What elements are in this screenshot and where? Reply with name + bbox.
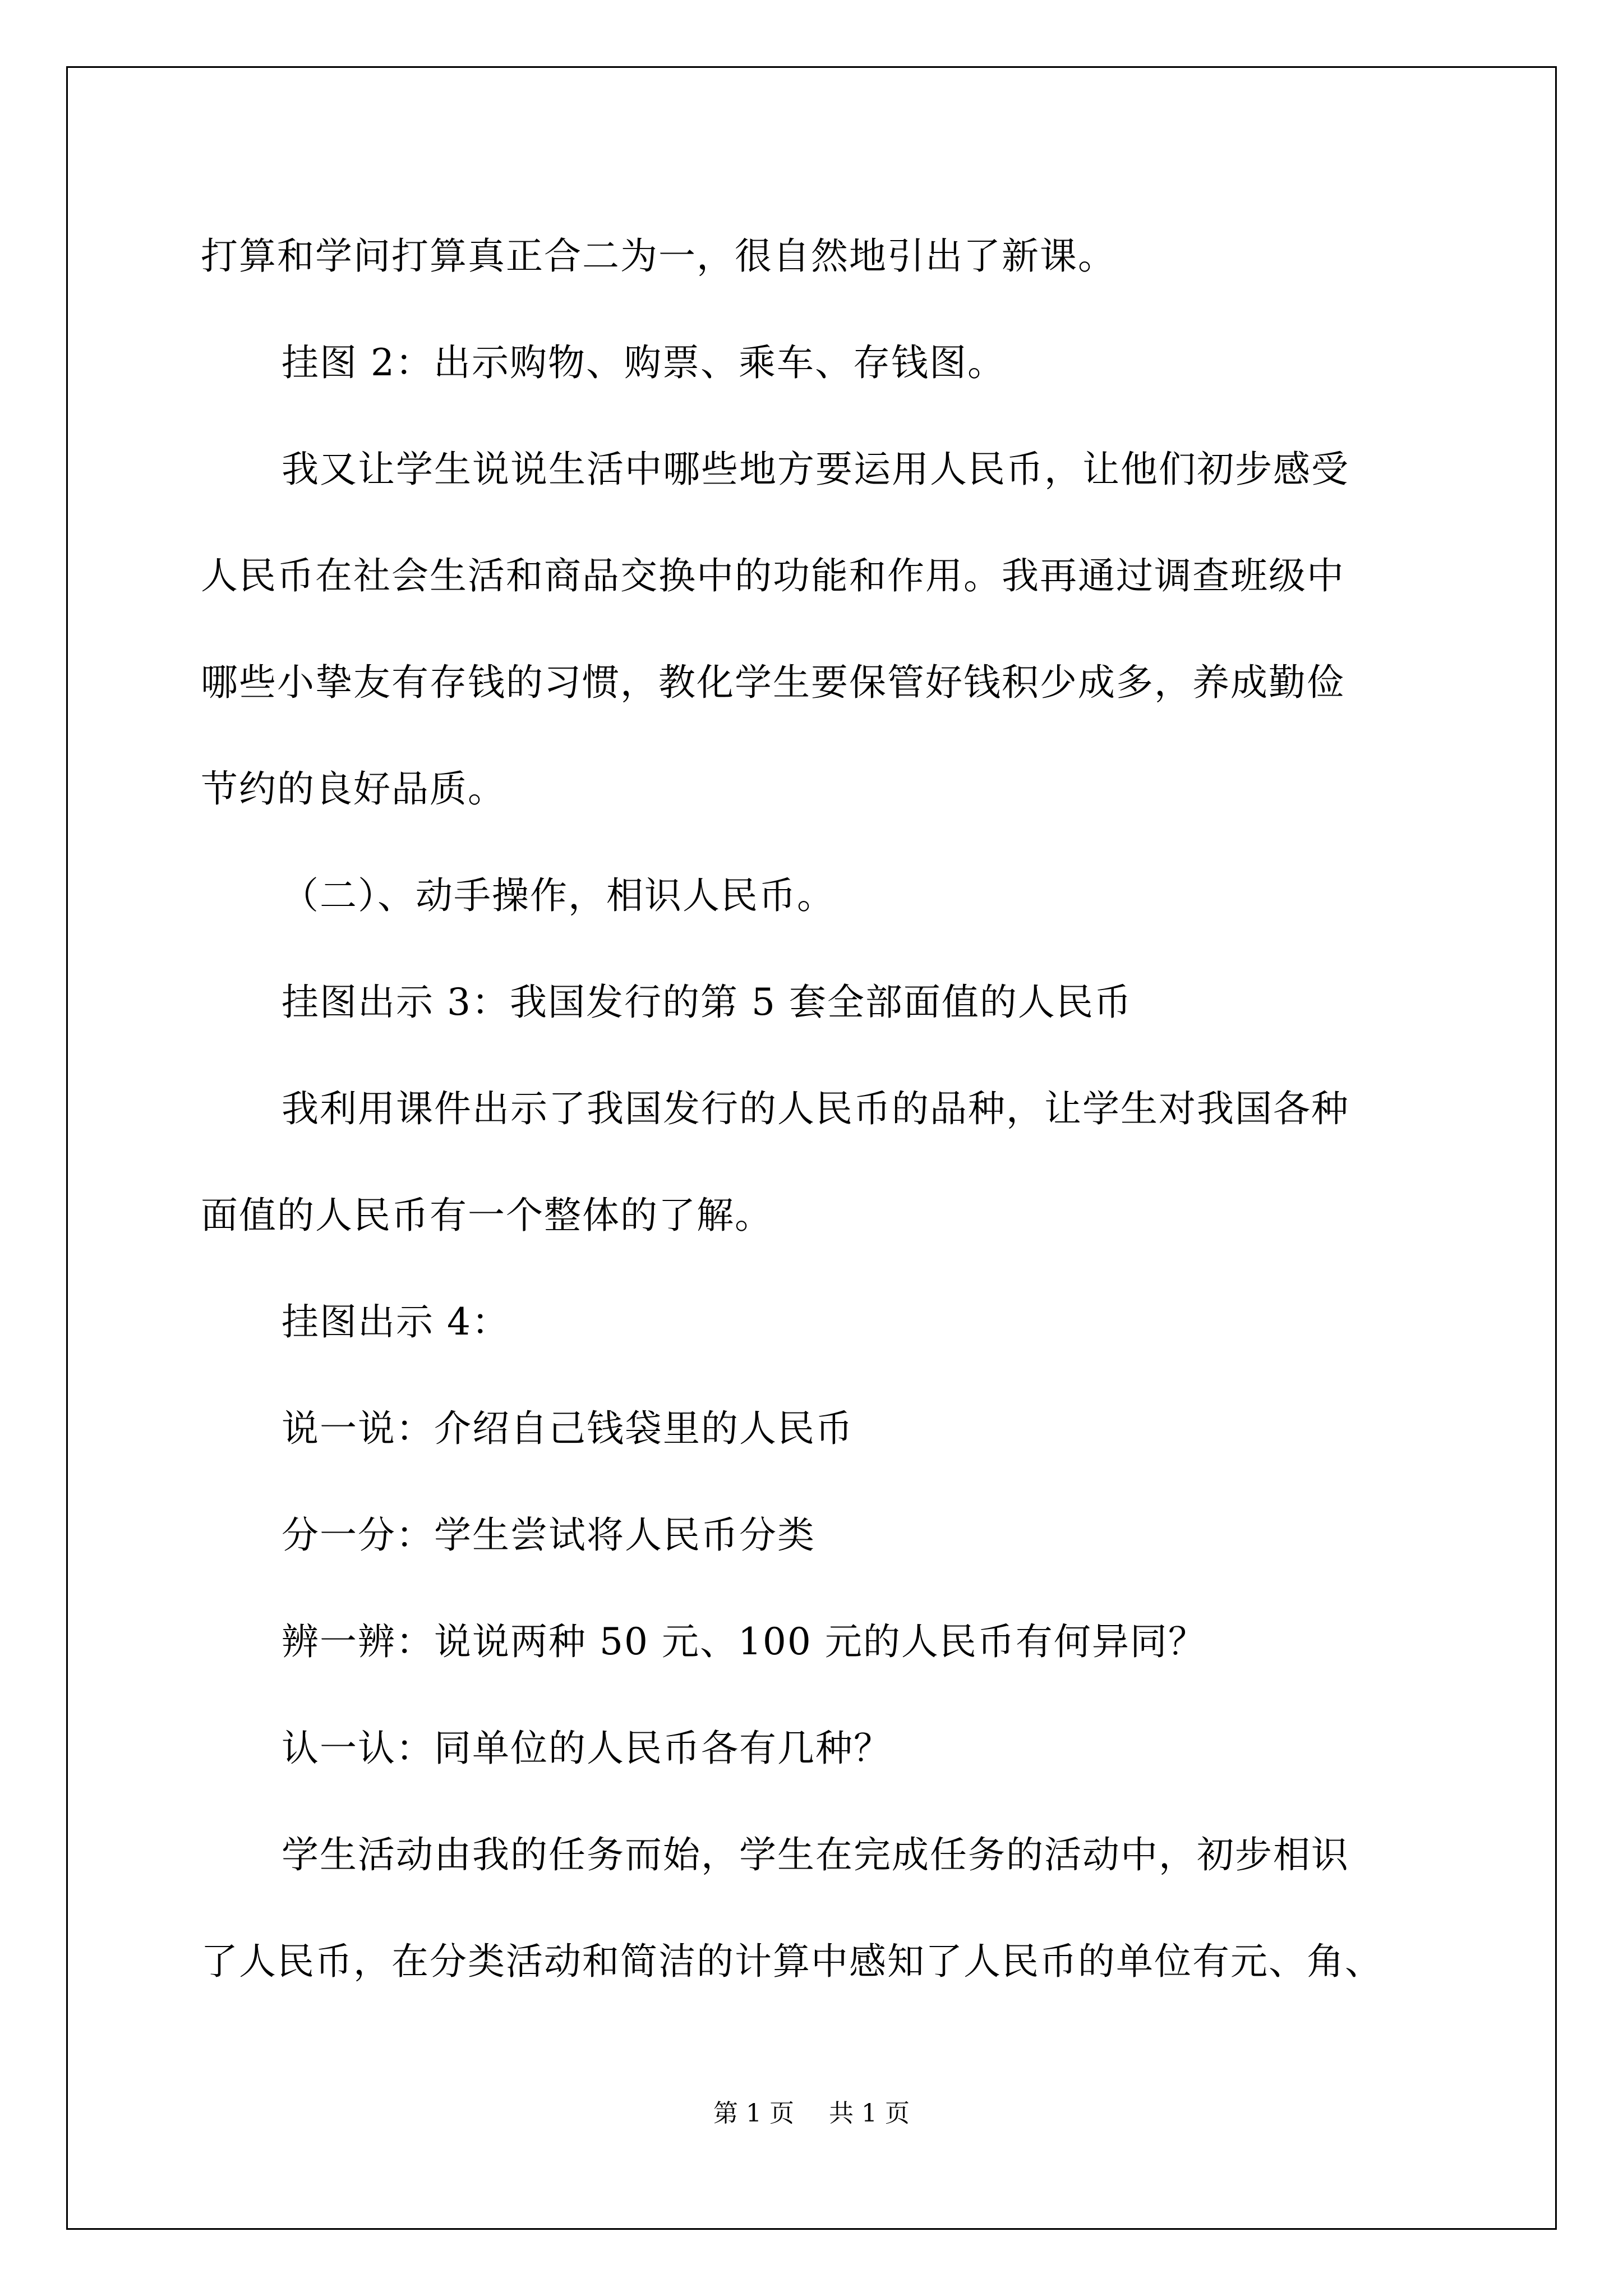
paragraph-line: 挂图 2：出示购物、购票、乘车、存钱图。 — [282, 341, 1006, 384]
paragraph-line: 分一分：学生尝试将人民币分类 — [282, 1513, 815, 1557]
paragraph-line: 人民币在社会生活和商品交换中的功能和作用。我再通过调查班级中 — [201, 554, 1345, 597]
paragraph-line: 我又让学生说说生活中哪些地方要运用人民币，让他们初步感受 — [282, 448, 1349, 491]
paragraph-line: 挂图出示 4： — [282, 1300, 510, 1343]
paragraph-line: 学生活动由我的任务而始，学生在完成任务的活动中，初步相识 — [282, 1833, 1349, 1876]
paragraph-line: 说一说：介绍自己钱袋里的人民币 — [282, 1407, 854, 1450]
paragraph-line: 认一认：同单位的人民币各有几种？ — [282, 1727, 892, 1770]
page-number: 第 1 页 — [713, 2099, 794, 2128]
paragraph-line: 挂图出示 3：我国发行的第 5 套全部面值的人民币 — [282, 981, 1132, 1024]
paragraph-line: 辨一辨：说说两种 50 元、100 元的人民币有何异同？ — [282, 1620, 1206, 1663]
paragraph-line: 打算和学问打算真正合二为一，很自然地引出了新课。 — [201, 234, 1116, 278]
section-heading: （二）、动手操作，相识人民币。 — [282, 874, 835, 917]
document-body — [201, 203, 1435, 2015]
page-footer — [0, 2097, 1623, 2131]
page-total: 共 1 页 — [829, 2099, 910, 2128]
paragraph-line: 面值的人民币有一个整体的了解。 — [201, 1194, 773, 1237]
paragraph-line: 了人民币，在分类活动和简洁的计算中感知了人民币的单位有元、角、 — [201, 1940, 1383, 1983]
paragraph-line: 节约的良好品质。 — [201, 767, 506, 811]
paragraph-line: 我利用课件出示了我国发行的人民币的品种，让学生对我国各种 — [282, 1087, 1349, 1130]
paragraph-line: 哪些小挚友有存钱的习惯，教化学生要保管好钱积少成多，养成勤俭 — [201, 661, 1345, 704]
